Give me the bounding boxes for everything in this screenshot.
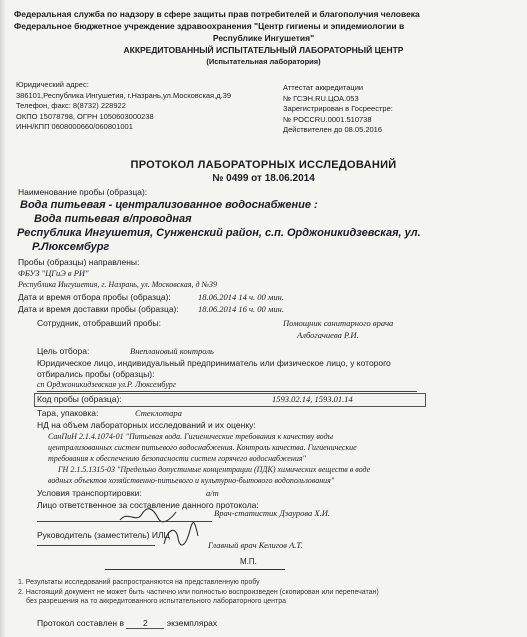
- footnote-line: 1. Результаты исследований распространяются на представленную пробу: [18, 579, 260, 586]
- nd-line: централизованных систем питьевого водоснабжения. Контроль качества. Гигиенические: [48, 443, 357, 452]
- collector-value-2: Албогачиева Р.И.: [297, 330, 359, 340]
- copies-value: 2: [126, 618, 164, 629]
- sample-code-label: Код пробы (образца):: [37, 394, 122, 404]
- sample-place-line-1: Республика Ингушетия, Сунженский район, с.п. Орджоникидзевская, ул.: [17, 227, 421, 239]
- sent-by-address: Республика Ингушетия, г. Назрань, ул. Московская, д №39: [18, 280, 218, 289]
- head-signature: [160, 522, 200, 550]
- legal-entity-line-2: отбирались пробы (образцы):: [37, 369, 155, 379]
- package-value: Стеклотара: [135, 408, 182, 418]
- transport-label: Условия транспортировки:: [37, 488, 142, 498]
- head-value: Главный врач Келигов А.Т.: [208, 540, 303, 550]
- collector-label: Сотрудник, отобравший пробы:: [37, 318, 161, 328]
- nd-line: СанПиН 2.1.4.1074-01 "Питьевая вода. Гигиенические требования к качеству воды: [48, 432, 334, 441]
- delivery-time-value: 18.06.2014 16 ч. 00 мин.: [198, 304, 284, 314]
- req-left-line: 386101,Республика Ингушетия, г.Назрань,ул.Московская,д.39: [16, 90, 232, 100]
- legal-entity-value: сп Орджоникидзевская ул.Р. Люксембург: [37, 380, 176, 389]
- req-right-line: № ГСЭН.RU.ЦОА.053: [283, 93, 359, 103]
- sample-name-label: Наименование пробы (образца):: [18, 187, 148, 197]
- legal-entity-line-1: Юридическое лицо, индивидуальный предприниматель или физическое лицо, у которого: [37, 358, 391, 368]
- responsible-label: Лицо ответственное за составление данного протокола:: [37, 500, 259, 510]
- sample-name-line-1: Вода питьевая - централизованное водоснабжение :: [20, 199, 318, 211]
- protocol-number: № 0499 от 18.06.2014: [212, 173, 315, 184]
- req-right-line: Зарегистрирован в Госреестре:: [283, 104, 393, 113]
- institution-line-1: Федеральное бюджетное учреждение здравоохранения "Центр гигиены и эпидемиологии в: [14, 21, 405, 31]
- sample-name-line-2: Вода питьевая в/проводная: [34, 213, 192, 225]
- sampling-time-label: Дата и время отбора пробы (образца):: [18, 292, 171, 302]
- purpose-label: Цель отбора:: [37, 346, 90, 356]
- sent-by-value: ФБУЗ "ЦГиЭ в РИ": [18, 268, 89, 278]
- req-left-line: Телефон, факс: 8(8732) 228922: [16, 101, 126, 110]
- copies-prefix: Протокол составлен в: [37, 618, 125, 628]
- purpose-value: Внеплановый контроль: [130, 346, 214, 356]
- stamp-label: М.П.: [240, 557, 257, 566]
- sample-place-line-2: Р.Люксембург: [32, 241, 110, 253]
- legal-entity-underline: [37, 391, 417, 392]
- institution-line-2: Республике Ингушетия": [212, 33, 315, 43]
- req-right-line: № POCCRU.0001.510738: [283, 114, 372, 124]
- footnotes: [18, 578, 379, 607]
- nd-label: НД на объем лабораторных исследований и их оценку:: [37, 420, 256, 430]
- collector-value-1: Помощник санитарного врача: [283, 318, 394, 328]
- sample-code-value: 1593.02.14, 1593.01.14: [272, 394, 353, 404]
- nd-block: [48, 431, 370, 486]
- delivery-time-label: Дата и время доставки пробы (образца):: [18, 304, 179, 314]
- responsible-value: Врач-статистик Дзаурова Х.И.: [214, 508, 330, 518]
- center-line: АККРЕДИТОВАННЫЙ ИСПЫТАТЕЛЬНЫЙ ЛАБОРАТОРНЫЙ ЦЕНТР: [123, 45, 404, 55]
- copies-suffix: экземплярах: [166, 618, 218, 628]
- agency-line: Федеральная служба по надзору в сфере защиты прав потребителей и благополучия человека: [14, 9, 420, 19]
- req-left-line: ИНН/КПП 0608000660/060801001: [16, 122, 133, 131]
- req-left-line: Юридический адрес:: [16, 80, 89, 89]
- head-label: Руководитель (заместитель) ИЛЦ: [37, 530, 170, 540]
- sampling-time-value: 18.06.2014 14 ч. 00 мин.: [198, 292, 284, 302]
- req-right-line: Аттестат аккредитации: [283, 83, 364, 92]
- footnote-line: 2. Настоящий документ не может быть частично или полностью воспроизведен (скопирован или перепечатан): [18, 588, 379, 596]
- sent-by-label: Пробы (образцы) направлены:: [18, 257, 140, 267]
- protocol-title: ПРОТОКОЛ ЛАБОРАТОРНЫХ ИССЛЕДОВАНИЙ: [130, 159, 397, 171]
- transport-value: а/т: [206, 488, 219, 498]
- requisites-left: [16, 80, 231, 133]
- copies-line: [37, 618, 217, 629]
- nd-line: требования к обеспечению безопасности систем горячего водоснабжения": [48, 454, 306, 463]
- requisites-right: [283, 83, 393, 136]
- page-edge-shadow: [0, 0, 6, 637]
- req-right-line: Действителен до 08.05.2016: [283, 125, 383, 134]
- center-sub: (Испытательная лаборатория): [206, 57, 321, 66]
- nd-line: водных объектов хозяйственно-питьевого и культурно-бытового водопользования": [48, 476, 335, 485]
- nd-line: ГН 2.1.5.1315-03 "Предельно допустимые концентрации (ПДК) химических веществ в воде: [58, 465, 371, 474]
- req-left-line: ОКПО 15078798, ОГРН 1050603000238: [16, 111, 154, 121]
- footnote-line: без разрешения на то аккредитованного испытательного лабораторного центра: [26, 598, 286, 605]
- head-underline: [37, 545, 155, 546]
- stamp-line: [105, 569, 285, 570]
- package-label: Тара, упаковка:: [37, 408, 99, 418]
